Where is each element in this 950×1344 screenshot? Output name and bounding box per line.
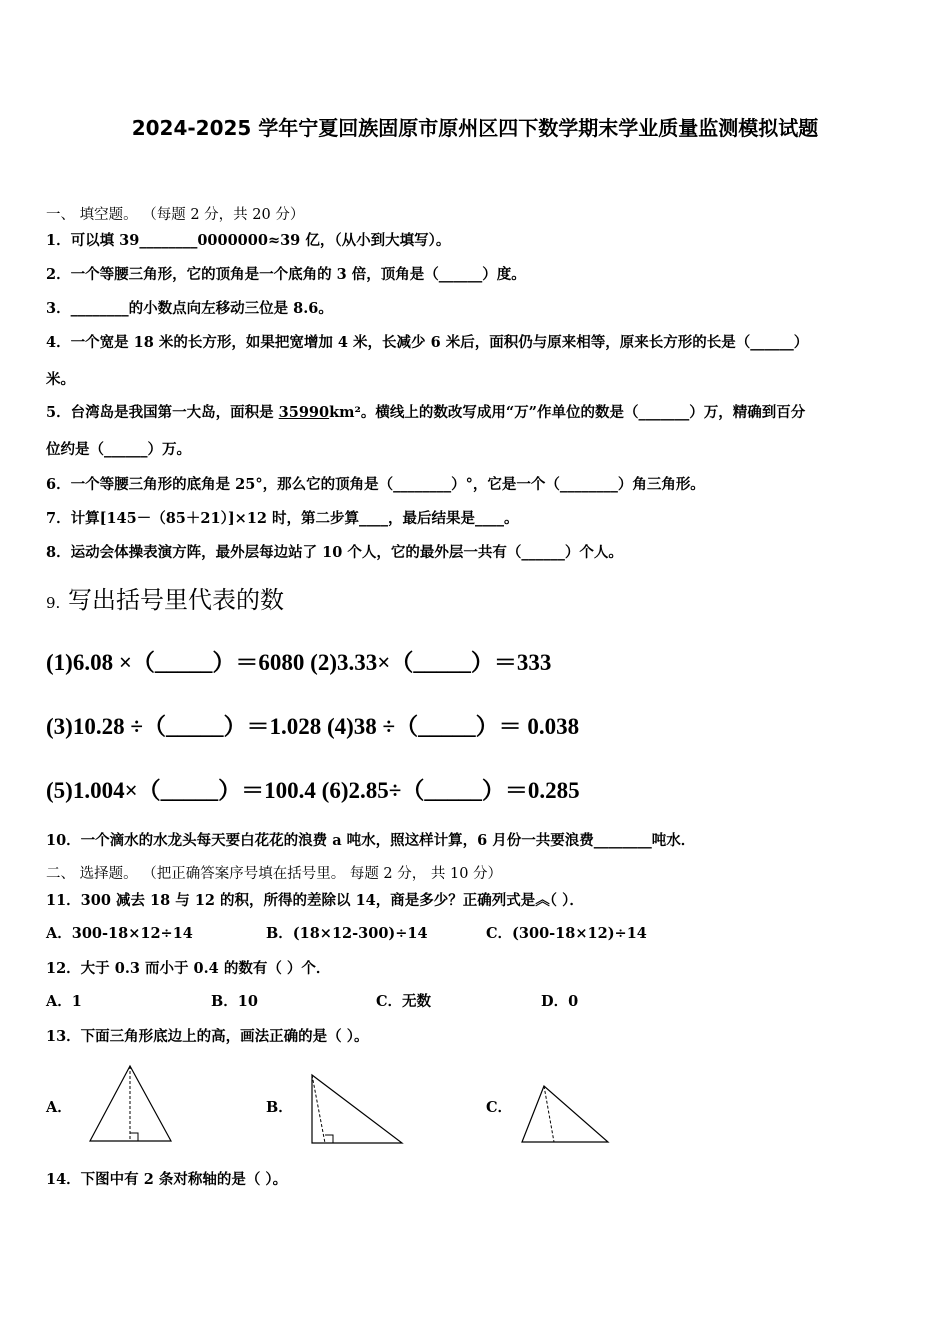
question-7: 7．计算[145－（85＋21）]×12 时，第二步算____，最后结果是____。 <box>46 510 519 527</box>
question-13: 13．下面三角形底边上的高，画法正确的是（ ）。 <box>46 1028 369 1045</box>
question-11-option-c: C．(300-18×12)÷14 <box>486 925 647 942</box>
triangle-b-outline <box>312 1075 402 1143</box>
question-6: 6．一个等腰三角形的底角是 25°，那么它的顶角是（________）°，它是一个（________）角三角形。 <box>46 476 705 493</box>
triangle-c-figure <box>518 1083 612 1145</box>
question-5-suffix: km²。横线上的数改写成用“万”作单位的数是（_______）万，精确到百分 <box>329 404 806 421</box>
question-11: 11．300 减去 18 与 12 的积，所得的差除以 14，商是多少？正确列式是︽（ ）． <box>46 892 584 909</box>
question-8: 8．运动会体操表演方阵，最外层每边站了 10 个人，它的最外层一共有（______）个人。 <box>46 544 623 561</box>
question-5-area-number: 35990 <box>278 404 330 421</box>
question-11-option-a: A．300-18×12÷14 <box>46 925 193 942</box>
question-4-line-2: 米。 <box>46 371 75 388</box>
question-5-prefix: 5．台湾岛是我国第一大岛，面积是 <box>46 404 279 421</box>
question-3: 3．________的小数点向左移动三位是 8.6。 <box>46 300 333 317</box>
question-5-line-2: 位约是（______）万。 <box>46 441 191 458</box>
triangle-b-right-angle-mark <box>325 1135 333 1143</box>
question-9-heading <box>46 580 284 615</box>
section-choice-heading: 二、 选择题。 （把正确答案序号填在括号里。 每题 2 分， 共 10 分） <box>46 866 503 882</box>
triangle-c-height <box>544 1086 554 1142</box>
question-12-option-b: B．10 <box>211 993 258 1010</box>
question-13-option-c-label: C． <box>486 1099 513 1116</box>
question-9-row-3: (5)1.004×（_____）＝100.4 (6)2.85÷（_____）＝0.285 <box>46 778 580 803</box>
triangle-a-right-angle-mark <box>130 1133 138 1141</box>
question-13-option-a-label: A． <box>46 1099 72 1116</box>
question-13-option-b-label: B． <box>266 1099 293 1116</box>
question-9-row-1: (1)6.08 ×（_____）＝6080 (2)3.33×（_____）＝333 <box>46 650 552 675</box>
question-9-number: 9. <box>46 594 61 612</box>
question-12-option-a: A．1 <box>46 993 82 1010</box>
triangle-b-figure <box>308 1072 406 1148</box>
question-12-option-d: D．0 <box>541 993 579 1010</box>
triangle-c-outline <box>522 1086 608 1142</box>
question-11-option-b: B．(18×12-300)÷14 <box>266 925 428 942</box>
question-9-row-2: (3)10.28 ÷（_____）＝1.028 (4)38 ÷（_____）＝ 0.038 <box>46 714 580 739</box>
question-12: 12．大于 0.3 而小于 0.4 的数有（ ）个． <box>46 960 331 977</box>
page-title: 2024-2025 学年宁夏回族固原市原州区四下数学期末学业质量监测模拟试题 <box>131 116 819 140</box>
question-12-option-c: C．无数 <box>376 993 432 1010</box>
question-2: 2．一个等腰三角形，它的顶角是一个底角的 3 倍，顶角是（______）度。 <box>46 266 526 283</box>
question-10: 10．一个滴水的水龙头每天要白花花的浪费 a 吨水，照这样计算，6 月份一共要浪费________吨水． <box>46 832 696 849</box>
triangle-b-height <box>312 1075 325 1143</box>
triangle-a-figure <box>86 1064 176 1146</box>
question-14: 14．下图中有 2 条对称轴的是（ ）。 <box>46 1171 288 1188</box>
question-4-line-1: 4．一个宽是 18 米的长方形，如果把宽增加 4 米，长减少 6 米后，面积仍与原来相等，原来长方形的长是（______） <box>46 334 809 351</box>
section-fill-in-heading: 一、 填空题。 （每题 2 分，共 20 分） <box>46 207 305 223</box>
question-5-line-1 <box>46 401 805 422</box>
question-9-text: 写出括号里代表的数 <box>67 586 284 614</box>
question-1: 1．可以填 39________0000000≈39 亿，（从小到大填写）。 <box>46 232 451 249</box>
